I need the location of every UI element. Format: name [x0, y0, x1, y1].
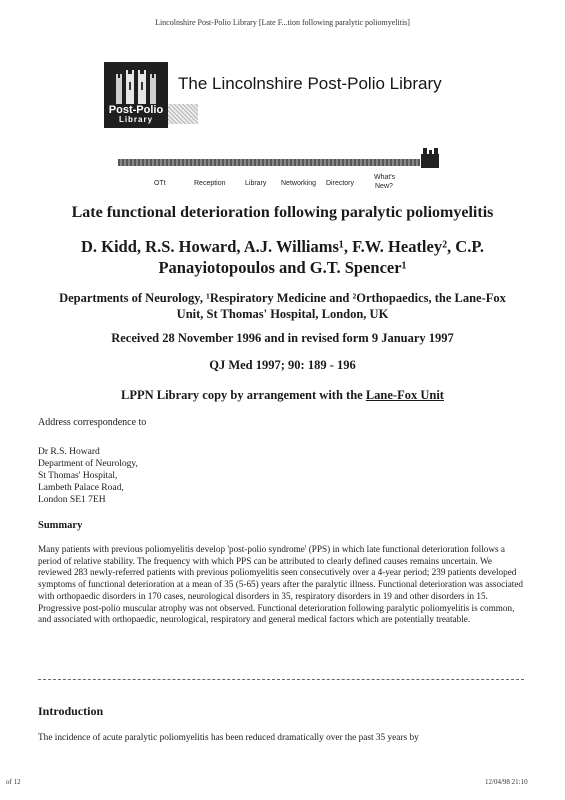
lane-fox-unit-link[interactable]: Lane-Fox Unit — [365, 388, 444, 402]
nav-item-ott[interactable]: OTt — [154, 180, 166, 187]
introduction-text: The incidence of acute paralytic poliomyelitis has been reduced dramatically over the past 35 years by — [38, 733, 419, 743]
cathedral-icon — [112, 70, 160, 104]
affiliation-line2: Unit, St Thomas' Hospital, London, UK — [176, 307, 389, 321]
summary-heading: Summary — [38, 520, 83, 531]
site-title: The Lincolnshire Post-Polio Library — [178, 74, 442, 93]
authors-line1: D. Kidd, R.S. Howard, A.J. Williams¹, F.W. Heatley², C.P. — [80, 237, 485, 256]
building-icon — [421, 148, 439, 168]
address-line: Dr R.S. Howard — [38, 447, 100, 457]
address-line: Department of Neurology, — [38, 459, 138, 469]
logo-shadow-texture — [168, 104, 198, 124]
lppn-prefix: LPPN Library copy by arrangement with the — [121, 388, 366, 402]
print-header: Lincolnshire Post-Polio Library [Late F...tion following paralytic poliomyelitis] — [155, 18, 410, 27]
logo-line1: Post-Polio — [108, 104, 164, 116]
nav-item-whats-new-line2[interactable]: New? — [375, 183, 393, 190]
paper-authors — [40, 236, 525, 278]
nav-item-reception[interactable]: Reception — [194, 180, 226, 187]
address-line: Lambeth Palace Road, — [38, 483, 124, 493]
nav-divider-bar — [118, 159, 420, 166]
section-divider — [38, 679, 524, 680]
nav-item-directory[interactable]: Directory — [326, 180, 355, 187]
received-date: Received 28 November 1996 and in revised form 9 January 1997 — [111, 331, 454, 345]
logo-text — [104, 105, 168, 125]
address-line: London SE1 7EH — [38, 495, 106, 505]
logo-line2: Library — [118, 115, 154, 124]
introduction-heading: Introduction — [38, 704, 104, 718]
print-timestamp: 12/04/98 21:10 — [485, 778, 528, 786]
correspondence-address — [38, 446, 138, 506]
affiliation-line1: Departments of Neurology, ¹Respiratory Medicine and ²Orthopaedics, the Lane-Fox — [59, 291, 506, 305]
journal-citation: QJ Med 1997; 90: 189 - 196 — [209, 358, 356, 372]
nav-item-library[interactable]: Library — [245, 180, 267, 187]
paper-affiliation — [30, 290, 535, 322]
lppn-copy-notice — [0, 388, 565, 403]
address-line: St Thomas' Hospital, — [38, 471, 118, 481]
address-label: Address correspondence to — [38, 417, 147, 428]
authors-line2: Panayiotopoulos and G.T. Spencer¹ — [158, 258, 407, 277]
post-polio-library-logo[interactable] — [104, 62, 168, 128]
nav-item-networking[interactable]: Networking — [281, 180, 317, 187]
paper-title: Late functional deterioration following paralytic poliomyelitis — [71, 204, 494, 221]
summary-text: Many patients with previous poliomyelitis develop 'post-polio syndrome' (PPS) in which late functional deterioration follows a period of relative stability. The frequency with which PPS can be attributed to clearly defined causes remains uncertain. We reviewed 283 newly-referred patients with previous poliomyelitis seen consecutively over a 4-year period; 239 patients developed symptoms of functional deterioration at a mean of 35 (5-65) years after the paralytic illness. Functional deterioration was associated with orthopaedic disorders in 170 cases, neurological disorders in 35, respiratory disorders in 19 and other disorders in 15. Progressive post-polio muscular atrophy was not observed. Functional deterioration following paralytic poliomyelitis is common, and associated with orthopaedic, neurological, respiratory and general medical factors which are potentially treatable. — [38, 544, 523, 625]
page-number: of 12 — [6, 778, 21, 786]
nav-item-whats-new-line1[interactable]: What's — [374, 174, 396, 181]
